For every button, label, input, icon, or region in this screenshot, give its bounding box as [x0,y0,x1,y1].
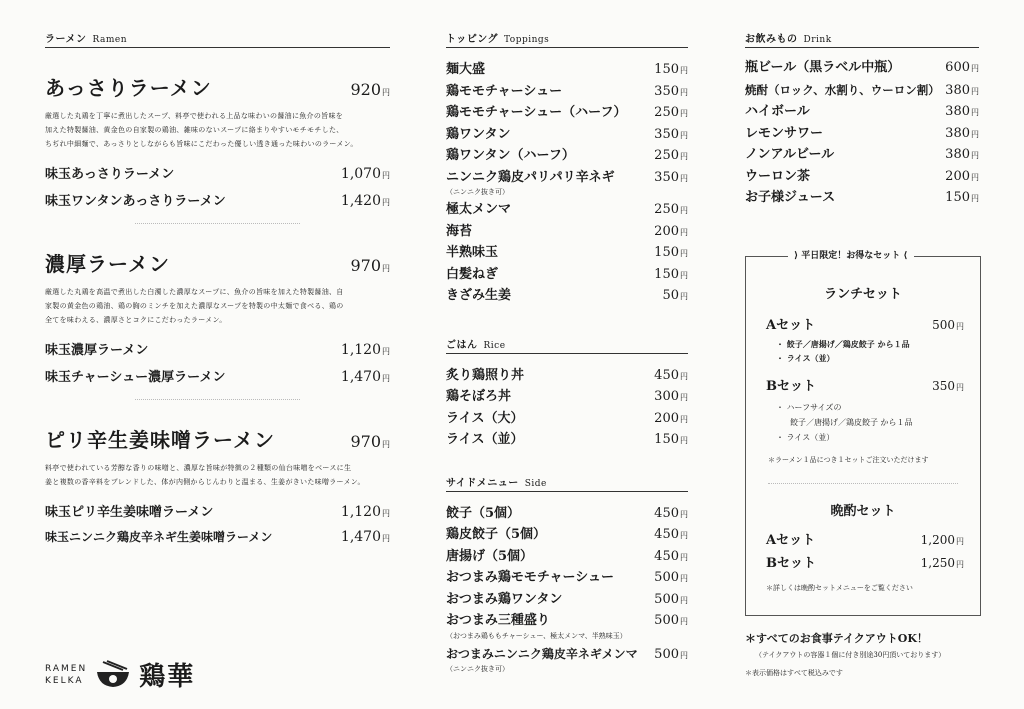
lunch-set-a: Aセット 500円 [766,318,964,333]
ramen-variant: 味玉濃厚ラーメン 1,120円 [45,342,390,358]
menu-item: レモンサワー 380円 [745,125,979,141]
menu-item: お子様ジュース 150円 [745,190,979,205]
rice-list [446,366,688,452]
drink-list [745,58,979,210]
footer-notes [745,630,985,678]
lunch-set-title: ランチセット [824,287,902,302]
menu-item: 焼酎（ロック、水割り、ウーロン割） 380円 [745,82,979,98]
ramen-description: 厳選した丸鶏を高温で煮出した白濁した濃厚なスープに、魚介の旨味を加えた特製醤油、自 家製の黄金色の鶏油、鶏の胸のミンチを加えた濃厚なスープを特製の中太麺で食べる、鶏の 全てを味わえる、濃厚さとコクにこだわったラーメン。 [45,288,344,324]
ramen-price: 970円 [350,256,390,275]
menu-item: 炙り鶏照り丼 450円 [446,367,688,383]
evening-set-a: Aセット 1,200円 [766,533,964,548]
menu-item-note: （ニンニク抜き可） [446,188,509,196]
ramen-description: 厳選した丸鶏を丁寧に煮出したスープ、料亭で使われる上品な味わいの醤油に魚介の旨味を 加えた特製醤油、黄金色の自家製の鶏油、雑味のないスープに絡まりやすいモチモチした、 ちぢれ中細麺で、あっさりとしながらも旨味にこだわった優しい透き通った味わいのラーメン。 [45,112,358,148]
menu-item: ウーロン茶 200円 [745,168,979,184]
evening-set-title: 晩酌セット [830,504,896,519]
logo-line-ramen: RAMEN [45,663,88,674]
ramen-variant: 味玉ピリ辛生姜味噌ラーメン 1,120円 [45,504,390,520]
logo-line-kelka: KELKA [45,675,84,686]
logo-kanji: 鶏華 [139,662,196,692]
menu-item: 極太メンマ 250円 [446,202,688,217]
evening-set-note: ＊詳しくは晩酌セットメニューをご覧ください [766,584,913,592]
toppings-list [446,60,688,308]
menu-item-note: （おつまみ鶏ももチャーシュー、極太メンマ、半熟味玉） [446,631,627,640]
menu-item: おつまみニンニク鶏皮辛ネギメンマ 500円 [446,646,688,662]
tax-note: ＊表示価格はすべて税込みです [745,669,843,677]
toppings-section-header: トッピング Toppings [446,30,688,48]
menu-item: 鶏モモチャーシュー 350円 [446,83,688,99]
menu-item: おつまみ鶏ワンタン 500円 [446,591,688,607]
ramen-variant: 味玉チャーシュー濃厚ラーメン 1,470円 [45,369,390,385]
menu-item: 餃子（5個） 450円 [446,505,688,521]
menu-item: 鶏ワンタン 350円 [446,126,688,142]
ramen-item-miso [45,424,390,545]
ramen-item-noukou [45,248,390,385]
lunch-set-b-details: ・ ハーフサイズの 餃子／唐揚げ／鶏皮餃子 から１品 ・ ライス（並） [776,403,913,442]
ramen-name: 濃厚ラーメン [45,252,170,276]
ramen-variant: 味玉ワンタンあっさりラーメン 1,420円 [45,193,390,209]
menu-item: 鶏モモチャーシュー（ハーフ） 250円 [446,105,688,120]
drink-section-header: お飲みもの Drink [745,30,979,48]
ramen-price: 970円 [350,432,390,451]
kelka-logo [45,656,195,693]
menu-item: 麺大盛 150円 [446,62,688,77]
side-section-header: サイドメニュー Side [446,474,688,492]
menu-item: ニンニク鶏皮パリパリ辛ネギ 350円 [446,169,688,185]
takeout-note: ＊すべてのお食事テイクアウトOK！ [745,632,928,645]
ramen-header-jp: ラーメン [45,34,87,45]
menu-item: ノンアルビール 380円 [745,147,979,162]
takeout-container-note: （テイクアウトの容器１個に付き別途30円頂いております） [755,651,946,659]
menu-item: おつまみ三種盛り 500円 [446,613,688,628]
menu-item: 瓶ビール（黒ラベル中瓶） 600円 [745,60,979,75]
dotted-divider [135,223,300,224]
ramen-bowl-icon [93,660,133,690]
set-box-title: ⟩ 平日限定！お得なセット ⟨ [788,248,914,261]
ramen-name: あっさりラーメン [45,76,212,100]
menu-item: 白髪ねぎ 150円 [446,266,688,282]
drink-column [745,30,979,210]
ramen-variant: 味玉ニンニク鶏皮辛ネギ生姜味噌ラーメン 1,470円 [45,529,390,545]
menu-item: 半熟味玉 150円 [446,245,688,260]
ramen-description: 料亭で使われている芳醇な香りの味噌と、濃厚な旨味が特徴の２種類の仙台味噌をベースに生 姜と複数の香辛料をブレンドした、体が内側からじんわりと温まる、生姜がきいた味噌ラーメン。 [45,464,365,486]
ramen-header-en: Ramen [92,35,128,45]
menu-item: ライス（並） 150円 [446,432,688,447]
lunch-set-a-details: ・ 餃子／唐揚げ／鶏皮餃子 から１品 ・ ライス（並） [776,339,910,363]
menu-item: 唐揚げ（5個） 450円 [446,548,688,564]
ramen-section-header [45,30,390,48]
ramen-variant: 味玉あっさりラーメン 1,070円 [45,166,390,182]
rice-section-header: ごはん Rice [446,336,688,354]
ramen-price: 920円 [350,80,390,99]
menu-item: ハイボール 380円 [745,104,979,119]
evening-set-b: Bセット 1,250円 [766,556,964,571]
menu-item: ライス（大） 200円 [446,410,688,426]
lunch-set-b: Bセット 350円 [766,379,964,394]
dotted-divider [135,399,300,400]
menu-item: 鶏皮餃子（5個） 450円 [446,527,688,542]
lunch-set-note: ＊ラーメン１品につき１セットご注文いただけます [768,456,929,464]
menu-item: おつまみ鶏モモチャーシュー 500円 [446,570,688,585]
menu-item: きざみ生姜 50円 [446,288,688,303]
menu-item: 鶏ワンタン（ハーフ） 250円 [446,148,688,163]
middle-column [446,30,688,674]
weekday-set-box [745,251,981,616]
ramen-item-assari [45,72,390,209]
dotted-divider [768,483,958,484]
menu-item-note: （ニンニク抜き可） [446,665,509,673]
menu-item: 海苔 200円 [446,223,688,239]
ramen-column [45,30,390,545]
side-list [446,504,688,675]
menu-item: 鶏そぼろ丼 300円 [446,389,688,404]
ramen-name: ピリ辛生姜味噌ラーメン [45,428,275,452]
